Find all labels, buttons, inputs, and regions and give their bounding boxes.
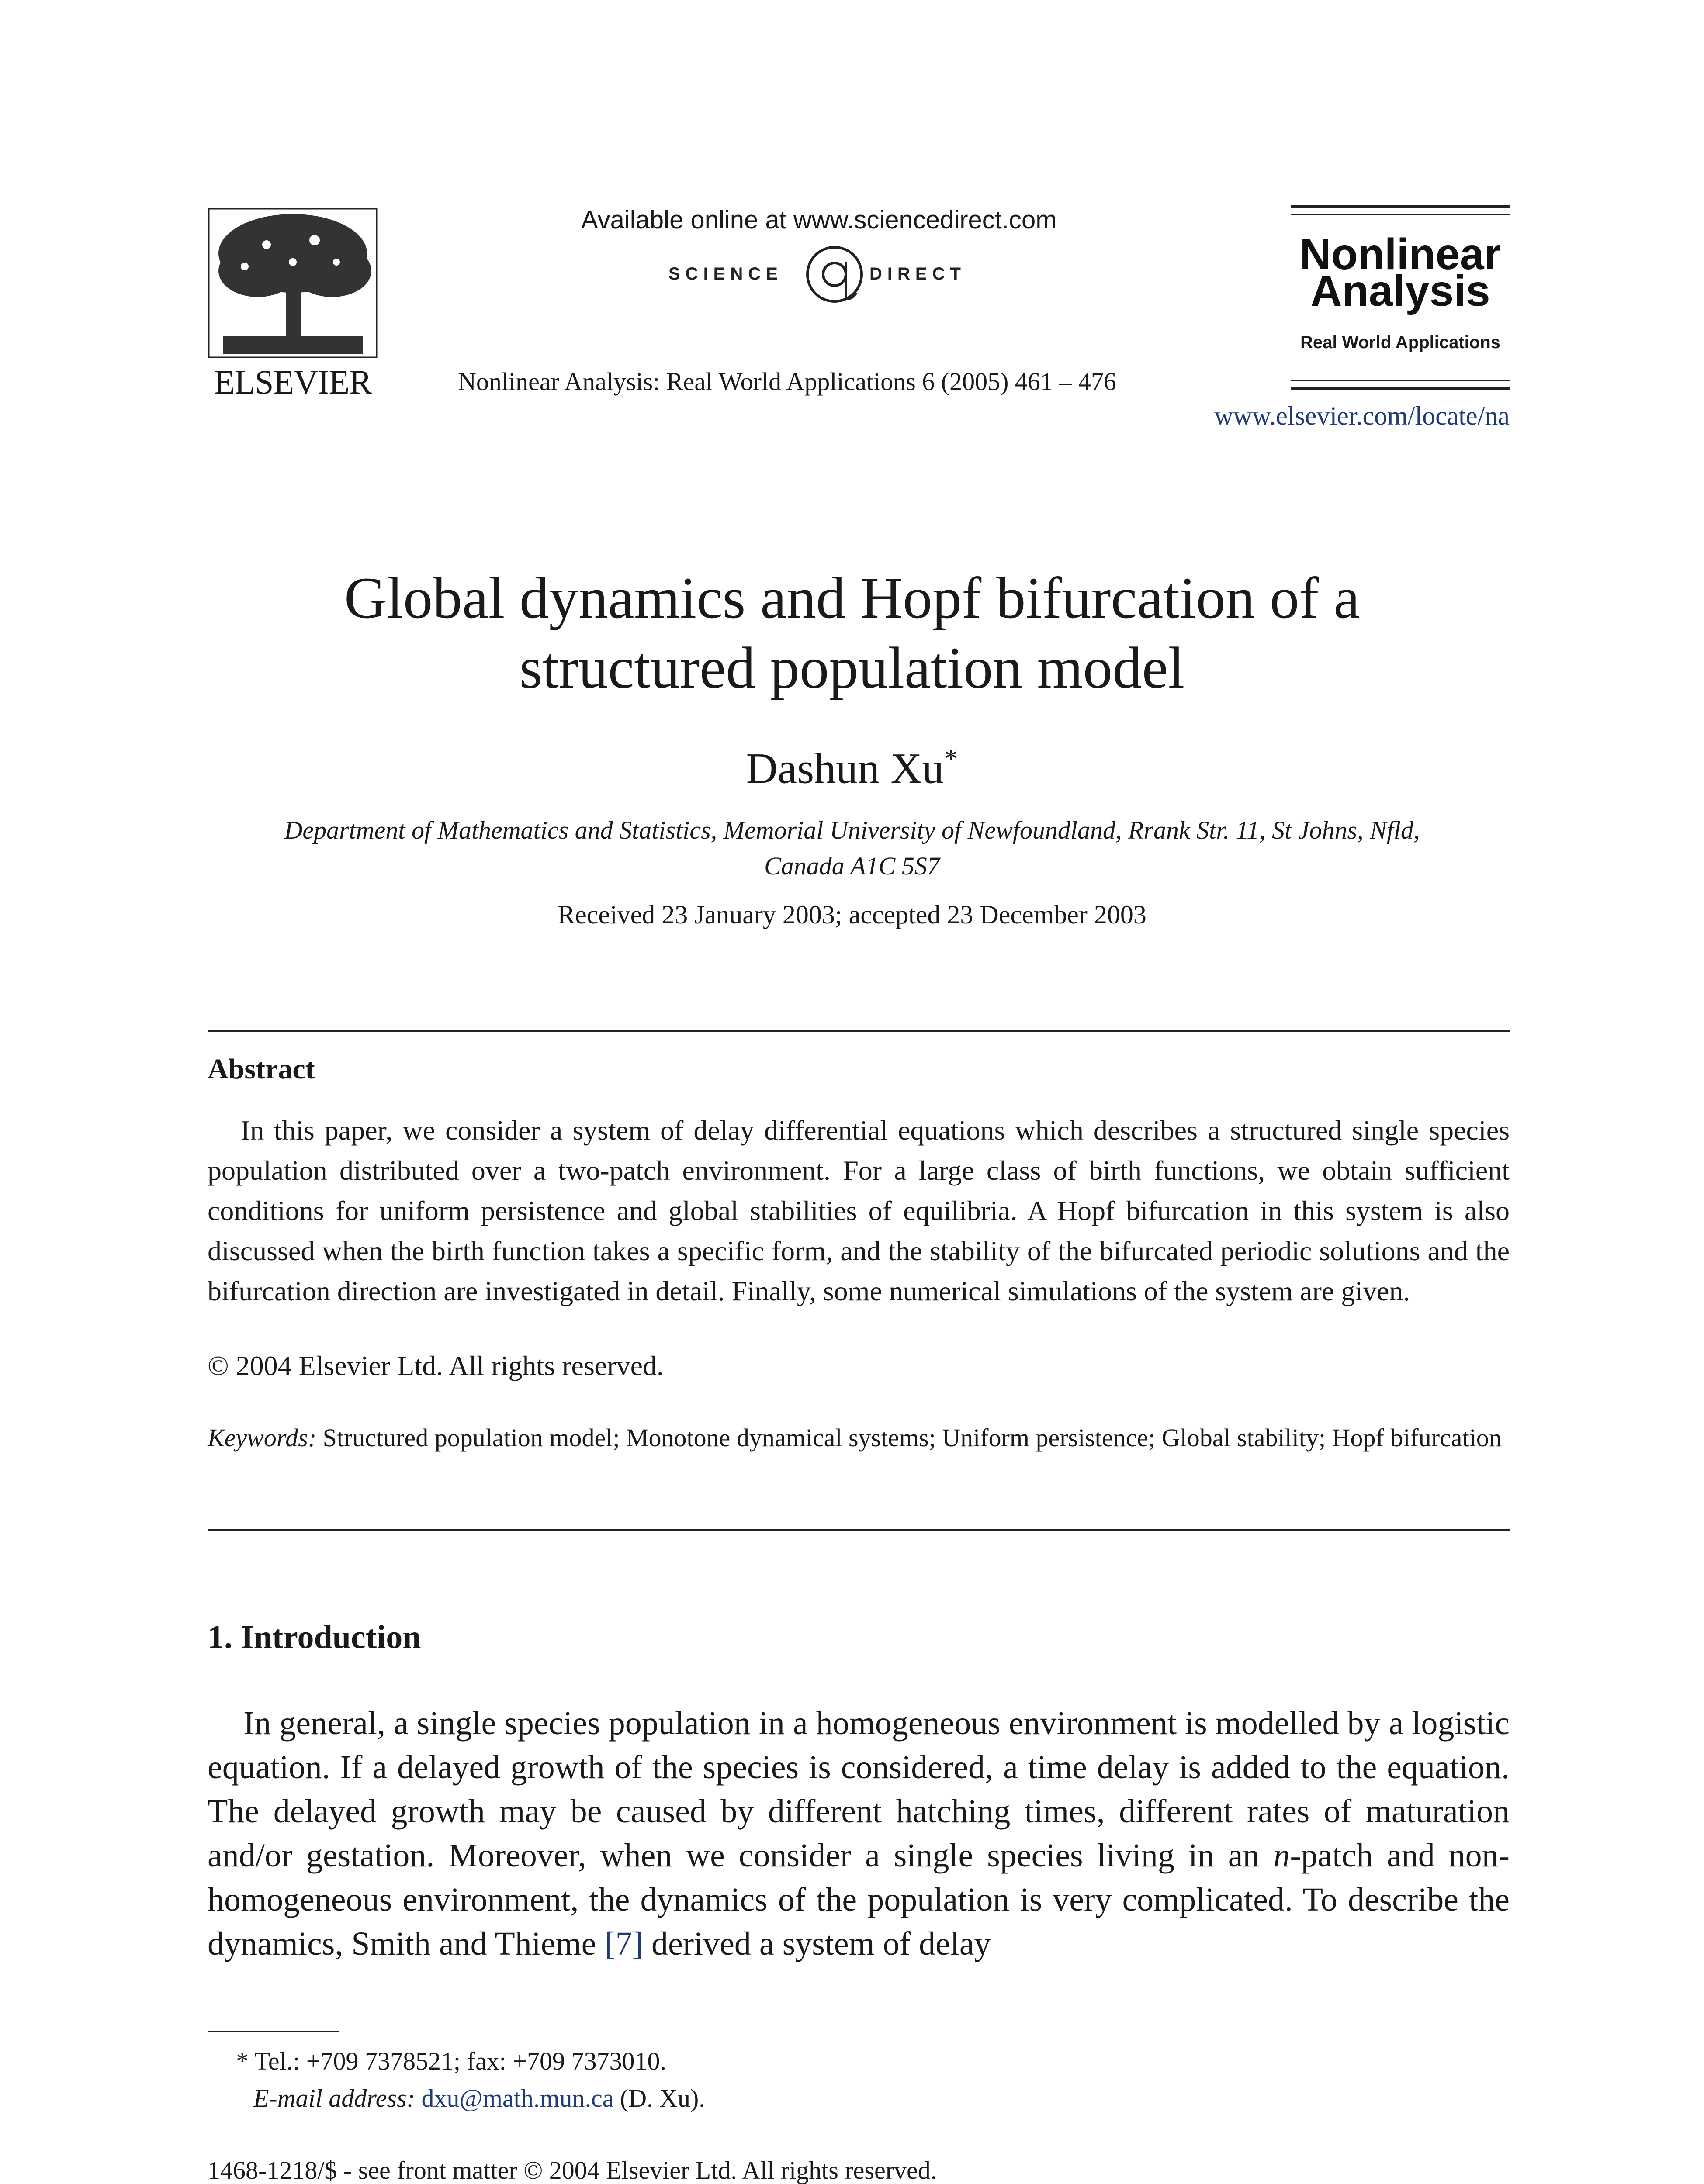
email-link[interactable]: dxu@math.mun.ca bbox=[421, 2084, 614, 2112]
journal-logo-line2: Analysis bbox=[1310, 266, 1490, 315]
journal-logo-rule bbox=[1291, 205, 1510, 208]
abstract-bottom-rule bbox=[208, 1529, 1510, 1531]
journal-logo-rule bbox=[1291, 214, 1510, 215]
article-title-line2: structured population model bbox=[519, 636, 1185, 701]
introduction-paragraph bbox=[208, 1701, 1510, 1966]
author-name bbox=[0, 743, 1704, 793]
author-affiliation bbox=[197, 812, 1507, 884]
article-title bbox=[0, 563, 1704, 703]
keywords-label: Keywords: bbox=[208, 1424, 317, 1452]
available-online-text: Available online at www.sciencedirect.com bbox=[581, 206, 1057, 234]
keywords bbox=[208, 1420, 1510, 1456]
sciencedirect-logo bbox=[668, 236, 1001, 310]
footnote-contact: * Tel.: +709 7378521; fax: +709 7373010. bbox=[236, 2047, 667, 2075]
intro-text-part3: derived a system of delay bbox=[643, 1925, 991, 1962]
email-label: E-mail address: bbox=[253, 2084, 415, 2112]
abstract-heading: Abstract bbox=[208, 1053, 315, 1085]
footnote-email bbox=[253, 2084, 705, 2113]
intro-text-part1: In general, a single species population in a homogeneous environment is modelled by a logistic equation. If a delayed growth of the species is considered, a time delay is added to the equation. The delayed growth may be caused by different hatching times, different rates of maturation and/or gestation. Moreover, when we consider a single species living in an bbox=[208, 1705, 1510, 1874]
keywords-list: Structured population model; Monotone dynamical systems; Uniform persistence; Global stability; Hopf bifurcation bbox=[322, 1424, 1502, 1452]
article-title-line1: Global dynamics and Hopf bifurcation of a bbox=[344, 566, 1360, 631]
journal-reference: Nonlinear Analysis: Real World Applications 6 (2005) 461 – 476 bbox=[458, 367, 1116, 396]
citation-link[interactable]: [7] bbox=[604, 1925, 643, 1962]
journal-logo bbox=[1291, 230, 1510, 315]
section-heading-introduction: 1. Introduction bbox=[208, 1619, 421, 1655]
journal-logo-line1: Nonlinear bbox=[1299, 230, 1501, 279]
journal-logo-rule bbox=[1291, 380, 1510, 381]
author-name-text: Dashun Xu bbox=[746, 744, 944, 793]
abstract-text: In this paper, we consider a system of delay differential equations which describes a structured single species population distributed over a two-patch environment. For a large class of birth functions, we obtain sufficient conditions for uniform persistence and global stabilities of equilibria. A Hopf bifurcation in this system is also discussed when the birth function takes a specific form, and the stability of the bifurcated periodic solutions and the bifurcation direction are investigated in detail. Finally, some numerical simulations of the system are given. bbox=[208, 1115, 1510, 1306]
abstract-copyright: © 2004 Elsevier Ltd. All rights reserved. bbox=[208, 1350, 664, 1381]
journal-logo-subtitle: Real World Applications bbox=[1300, 333, 1500, 352]
affiliation-line2: Canada A1C 5S7 bbox=[764, 852, 940, 880]
sciencedirect-left-word: SCIENCE bbox=[668, 264, 783, 283]
sciencedirect-right-word: DIRECT bbox=[869, 264, 966, 283]
received-dates: Received 23 January 2003; accepted 23 December 2003 bbox=[558, 900, 1146, 929]
elsevier-wordmark: ELSEVIER bbox=[214, 363, 372, 401]
journal-logo-rule bbox=[1291, 387, 1510, 390]
journal-url-link[interactable]: www.elsevier.com/locate/na bbox=[1214, 401, 1510, 430]
abstract-top-rule bbox=[208, 1030, 1510, 1032]
front-matter-notice: 1468-1218/$ - see front matter © 2004 Elsevier Ltd. All rights reserved. bbox=[208, 2156, 937, 2184]
intro-text-part2: -patch and non-homogeneous environment, the dynamics of the population is very complicated. To describe the dynamics, Smith and Thieme bbox=[208, 1837, 1510, 1962]
email-suffix: (D. Xu). bbox=[613, 2084, 705, 2112]
footnote-rule bbox=[208, 2031, 339, 2032]
author-footnote-mark[interactable]: * bbox=[944, 743, 958, 774]
sciencedirect-at-icon bbox=[807, 247, 862, 301]
intro-text-italic: n bbox=[1273, 1837, 1290, 1874]
affiliation-line1: Department of Mathematics and Statistics, Memorial University of Newfoundland, Rrank Str. 11, St Johns, Nfld, bbox=[284, 816, 1420, 844]
